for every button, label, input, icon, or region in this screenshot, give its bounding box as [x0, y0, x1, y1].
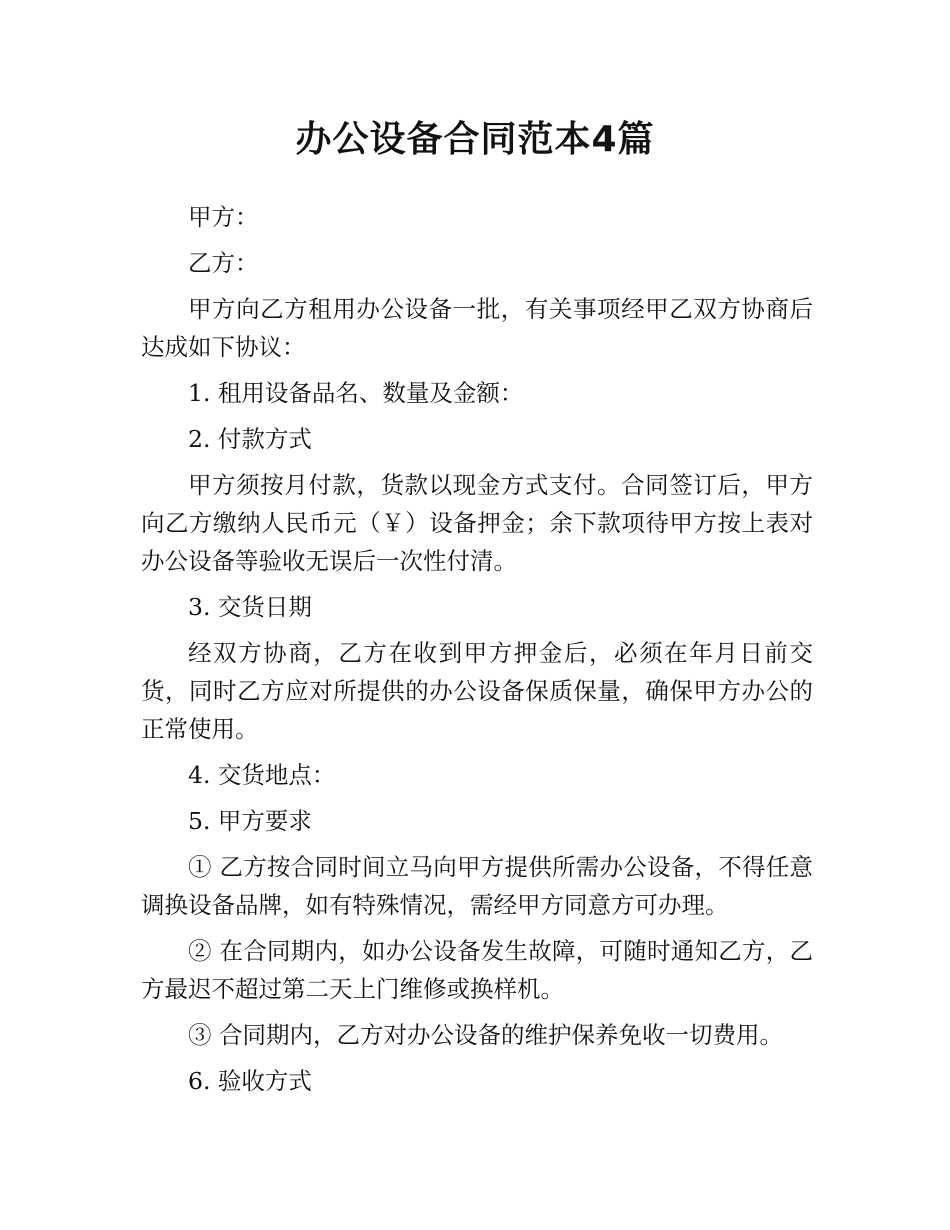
clause-6-heading: 6. 验收方式: [188, 1067, 312, 1095]
party-a-line: 甲方：: [188, 203, 259, 231]
clause-2-text: 甲方须按月付款，货款以现金方式支付。合同签订后，甲方向乙方缴纳人民币元（￥）设备押金；余下款项待甲方按上表对办公设备等验收无误后一次性付清。: [141, 471, 813, 575]
clause-4-heading: 4. 交货地点：: [188, 761, 336, 789]
clause-3-text: 经双方协商，乙方在收到甲方押金后，必须在年月日前交货，同时乙方应对所提供的办公设备保质保量，确保甲方办公的正常使用。: [141, 639, 813, 743]
clause-3-heading: 3. 交货日期: [188, 593, 312, 621]
document-title: 办公设备合同范本4篇: [295, 119, 655, 160]
party-b-line: 乙方：: [188, 249, 259, 277]
clause-5-item-3: ③ 合同期内，乙方对办公设备的维护保养免收一切费用。: [188, 1021, 783, 1049]
intro-paragraph: 甲方向乙方租用办公设备一批，有关事项经甲乙双方协商后达成如下协议：: [141, 295, 813, 361]
document-body: [141, 198, 813, 1108]
clause-2-heading: 2. 付款方式: [188, 425, 312, 453]
clause-5-item-2: ② 在合同期内，如办公设备发生故障，可随时通知乙方，乙方最迟不超过第二天上门维修或换样机。: [141, 937, 813, 1003]
clause-5-heading: 5. 甲方要求: [188, 807, 312, 835]
clause-1-heading: 1. 租用设备品名、数量及金额：: [188, 379, 524, 407]
clause-5-item-1: ① 乙方按合同时间立马向甲方提供所需办公设备，不得任意调换设备品牌，如有特殊情况，需经甲方同意方可办理。: [141, 853, 813, 919]
